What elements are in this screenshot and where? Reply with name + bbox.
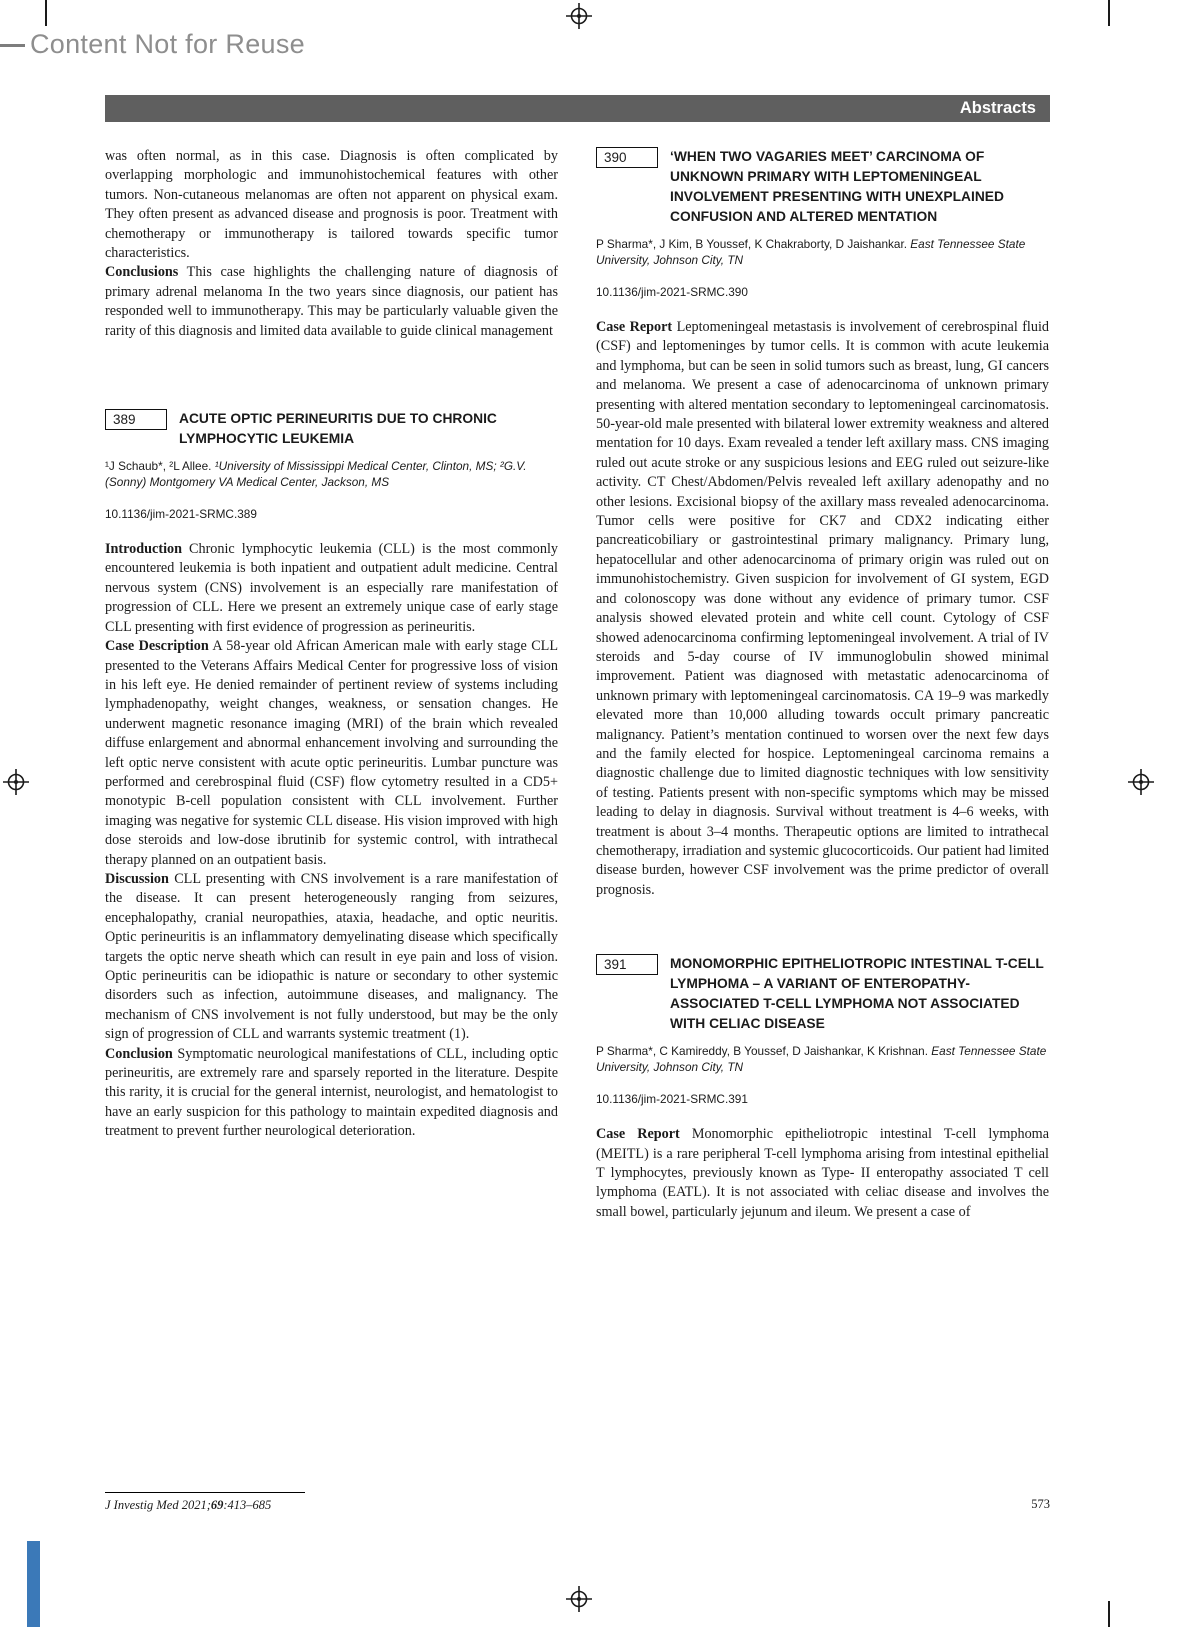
authors-line bbox=[105, 459, 558, 490]
registration-mark-icon bbox=[1128, 769, 1154, 795]
paragraph bbox=[105, 540, 558, 637]
abstract-390 bbox=[596, 147, 1049, 900]
watermark-text: Content Not for Reuse bbox=[30, 29, 305, 59]
crop-mark-icon bbox=[1108, 0, 1110, 26]
citation-suffix: :413–685 bbox=[223, 1498, 272, 1512]
page-number: 573 bbox=[1031, 1497, 1050, 1511]
paragraph-lead: Case Description bbox=[105, 638, 209, 655]
page-content bbox=[105, 95, 1050, 1222]
paragraph bbox=[105, 147, 558, 263]
author-affiliations: ¹University of Mississippi Medical Center, Clinton, MS; ²G.V. (Sonny) Montgomery VA Medical Center, Jackson, MS bbox=[105, 459, 527, 489]
crop-mark-icon bbox=[1108, 1601, 1110, 1627]
paragraph-text: Monomorphic epitheliotropic intestinal T-cell lymphoma (MEITL) is a rare peripheral T-cell lymphoma arising from intestinal epithelial T lymphocytes, previously known as Type- II enteropathy associated T cell lymphoma (EATL). It is not associated with celiac disease and involves the small bowel, particularly jejunum and ileum. We present a case of bbox=[596, 1126, 1049, 1220]
registration-mark-icon bbox=[566, 3, 592, 29]
abstract-title: ‘WHEN TWO VAGARIES MEET’ CARCINOMA OF UNKNOWN PRIMARY WITH LEPTOMENINGEAL INVOLVEMENT PRESENTING WITH UNEXPLAINED CONFUSION AND ALTERED MENTATION bbox=[670, 149, 1004, 224]
abstracts-header-bar bbox=[105, 95, 1050, 122]
author-affiliations: East Tennessee State University, Johnson City, TN bbox=[596, 237, 1026, 267]
paragraph bbox=[596, 318, 1049, 900]
paragraph bbox=[596, 1125, 1049, 1222]
paragraph bbox=[105, 1045, 558, 1142]
watermark-dash bbox=[0, 44, 25, 47]
authors-line bbox=[596, 237, 1049, 268]
paragraph-lead: Discussion bbox=[105, 870, 169, 887]
left-column bbox=[105, 147, 558, 1222]
citation-prefix: J Investig Med 2021; bbox=[105, 1498, 211, 1512]
journal-citation bbox=[105, 1492, 305, 1513]
paragraph-text: Chronic lymphocytic leukemia (CLL) is the most commonly encountered leukemia is both inpatient and outpatient adult medicine. Central nervous system (CNS) involvement is an especially rare manifestation of progression of CLL. Here we present an extremely unique case of early stage CLL presenting with first evidence of progression as perineuritis. bbox=[105, 541, 559, 635]
page-footer bbox=[105, 1492, 1050, 1513]
doi-text: 10.1136/jim-2021-SRMC.389 bbox=[105, 507, 257, 522]
crop-mark-icon bbox=[45, 0, 47, 26]
paragraph-text: Leptomeningeal metastasis is involvement of cerebrospinal fluid (CSF) and leptomeninges by tumor cells. It is common with acute leukemia and lymphoma, but can be seen in solid tumors such as breast, lung, GI cancers and melanoma. We present a case of adenocarcinoma of unknown primary presenting with altered mentation secondary to leptomeningeal carcinomatosis. 50-year-old male presented with bilateral lower extremity weakness and altered mentation for 10 days. Exam revealed a tender left axillary mass. CNS imaging ruled out acute stroke or any suspicious lesions and EEG ruled out seizure-like activity. CT Chest/Abdomen/Pelvis revealed left axillary adenopathy and no other lesions. Excisional biopsy of the axillary mass revealed adenocarcinoma. Tumor cells were positive for CK7 and CDX2 indicating either pancreaticobiliary or gastrointestinal primary malignancy. Primary lung, hepatocellular and other adenocarcinoma of primary origin was ruled out on immunohistochemistry. Given suspicion for involvement of GI system, EGD and colonoscopy was done without any evidence of primary tumor. CSF analysis showed elevated protein and white cell count. Cytology of CSF showed adenocarcinoma confirming leptomeningeal involvement. A trial of IV steroids and 5-day course of IV immunoglobulin showed minimal improvement. Patient was diagnosed with metastatic adenocarcinoma of unknown primary with leptomeningeal carcinomatosis. CA 19–9 was markedly elevated more than 10,000 alluding towards occult primary pancreatic malignancy. Patient’s mentation continued to worsen over the next few days and the family elected for hospice. Leptomeningeal carcinoma remains a diagnostic challenge due to limited diagnostic techniques with low sensitivity of testing. Patients present with non-specific symptoms which may be missed leading to delay in diagnosis. Survival without treatment is 4–6 weeks, with treatment is about 3–4 months. Therapeutic options are limited to intrathecal chemotherapy, irradiation and systemic glucocorticoids. Our patient had limited disease burden, however CSF involvement was the prime predictor of overall prognosis. bbox=[596, 319, 1049, 898]
abstract-title: MONOMORPHIC EPITHELIOTROPIC INTESTINAL T-CELL LYMPHOMA – A VARIANT OF ENTEROPATHY-ASSOCIATED T-CELL LYMPHOMA NOT ASSOCIATED WITH CELIAC DISEASE bbox=[670, 956, 1044, 1032]
paragraph-text: CLL presenting with CNS involvement is a rare manifestation of the disease. It can present heterogeneously ranging from seizures, encephalopathy, cranial neuropathies, ataxia, headache, and optic neuritis. Optic perineuritis is an inflammatory demyelinating disease which specifically targets the optic nerve sheath which can result in eye pain and loss of vision. Optic perineuritis can be idiopathic is nature or secondary to other systemic disorders such as infection, autoimmune diseases, and malignancy. The mechanism of CNS involvement is not fully understood, but may be the only sign of progression of CLL and warrants systemic treatment (1). bbox=[105, 870, 558, 1043]
paragraph-lead: Case Report bbox=[596, 1126, 680, 1143]
paragraph-text: was often normal, as in this case. Diagnosis is often complicated by overlapping morphologic and immunohistochemical features with other tumors. Non-cutaneous melanomas are often not apparent on physical exam. They often present as advanced disease and prognosis is poor. Treatment with chemotherapy or immunotherapy is tailored towards specific tumor characteristics. bbox=[105, 148, 558, 262]
abstract-heading bbox=[105, 409, 558, 449]
paragraph-text: A 58-year old African American male with early stage CLL presented to the Veterans Affairs Medical Center for progressive loss of vision in his left eye. He denied remainder of pertinent review of systems including lymphadenopathy, weight changes, weakness, or sensation changes. He underwent magnetic resonance imaging (MRI) of the brain which revealed diffuse enlargement and abnormal enhancement involving and surrounding the left optic nerve consistent with acute optic perineuritis. Lumbar puncture was performed and cerebrospinal fluid (CSF) flow cytometry resulted in a CD5+ monotypic B-cell population consistent with CLL involvement. Further imaging was negative for systemic CLL disease. His vision improved with high dose steroids and low-dose ibrutinib for systemic control, with intrathecal therapy planned on an outpatient basis. bbox=[105, 638, 558, 868]
abstract-389 bbox=[105, 409, 558, 1142]
spine-color-bar bbox=[27, 1541, 40, 1627]
registration-mark-icon bbox=[3, 769, 29, 795]
paragraph-lead: Conclusions bbox=[105, 264, 179, 281]
author-names: P Sharma*, C Kamireddy, B Youssef, D Jaishankar, K Krishnan. bbox=[596, 1044, 929, 1059]
abstract-title: ACUTE OPTIC PERINEURITIS DUE TO CHRONIC LYMPHOCYTIC LEUKEMIA bbox=[179, 411, 497, 447]
abstract-heading bbox=[596, 147, 1049, 227]
abstract-391 bbox=[596, 954, 1049, 1222]
doi-text: 10.1136/jim-2021-SRMC.391 bbox=[596, 1092, 748, 1107]
two-column-layout bbox=[105, 147, 1050, 1222]
paragraph-text: Symptomatic neurological manifestations of CLL, including optic perineuritis, are extremely rare and sparsely reported in the literature. Despite this rarity, it is crucial for the general internist, neurologist, and hematologist to have an early suspicion for this pathology to maintain expedited diagnosis and treatment to prevent further neurological deterioration. bbox=[105, 1045, 559, 1140]
paragraph-lead: Introduction bbox=[105, 541, 182, 558]
paragraph-lead: Case Report bbox=[596, 319, 673, 335]
right-column bbox=[596, 147, 1049, 1222]
author-names: ¹J Schaub*, ²L Allee. bbox=[105, 459, 212, 474]
paragraph bbox=[105, 263, 558, 341]
authors-line bbox=[596, 1044, 1049, 1075]
citation-volume: 69 bbox=[210, 1498, 224, 1512]
abstract-number: 390 bbox=[596, 147, 658, 168]
section-title: Abstracts bbox=[959, 99, 1036, 117]
abstract-number: 389 bbox=[105, 409, 167, 430]
doi-text: 10.1136/jim-2021-SRMC.390 bbox=[596, 285, 748, 299]
paragraph bbox=[105, 870, 558, 1045]
author-affiliations: East Tennessee State University, Johnson City, TN bbox=[596, 1044, 1047, 1074]
paragraph-text: This case highlights the challenging nature of diagnosis of primary adrenal melanoma In the two years since diagnosis, our patient has responded well to immunotherapy. This may be particularly valuable given the rarity of this diagnosis and limited data available to guide clinical management bbox=[105, 264, 559, 339]
paragraph-lead: Conclusion bbox=[105, 1045, 173, 1062]
registration-mark-icon bbox=[566, 1586, 592, 1612]
author-names: P Sharma*, J Kim, B Youssef, K Chakraborty, D Jaishankar. bbox=[596, 237, 908, 251]
paragraph bbox=[105, 637, 558, 870]
abstract-number: 391 bbox=[596, 954, 658, 975]
abstract-heading bbox=[596, 954, 1049, 1034]
